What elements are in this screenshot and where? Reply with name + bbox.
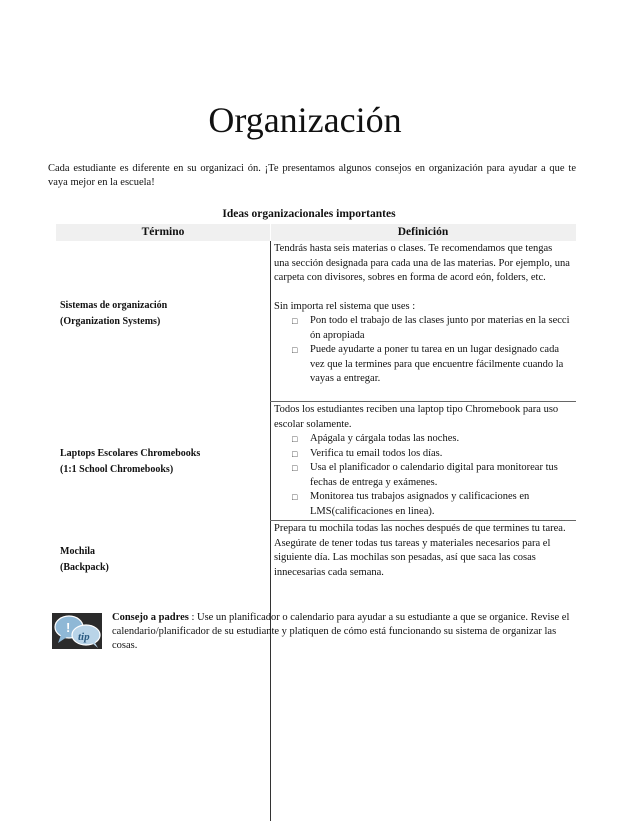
header-definition: Definición [397, 226, 449, 238]
list-item: □ Pon todo el trabajo de las clases junto por materias en la secci ón apropiada [292, 315, 570, 341]
parent-tip [52, 611, 580, 661]
bullet-icon: □ [292, 463, 298, 473]
list-item: □ Verifica tu email todos los días. [274, 447, 570, 462]
table-row-definition [274, 403, 570, 519]
table-header [56, 224, 576, 241]
table-row-term [60, 544, 260, 576]
definition-text: Sin importa rel sistema que uses : [274, 300, 416, 312]
definition-text: Prepara tu mochila todas las noches después de que termines tu tarea. Asegúrate de tener todas tus tareas y materiales necesarios para el siguiente día. Las mochilas son pesadas, así que saca las cosas innecesarias cada semana. [274, 523, 566, 578]
header-term: Término [141, 226, 185, 238]
tip-speech-bubbles-icon [52, 613, 102, 649]
table-row-definition [274, 242, 570, 387]
svg-text:tip: tip [78, 631, 90, 643]
definition-text: Tendrás hasta seis materias o clases. Te recomendamos que tengas una sección designada para cada una de las materias. Por ejemplo, una carpeta con divisores, sobres en forma de acord eón, folders, etc. [274, 243, 570, 283]
tip-text [112, 611, 580, 653]
term-name: Sistemas de organización [60, 300, 168, 311]
column-divider [270, 241, 271, 821]
bullet-icon: □ [292, 492, 298, 502]
term-english: (Organization Systems) [60, 316, 161, 327]
list-item: □ Apágala y cárgala todas las noches. [274, 432, 570, 447]
list-item: □ Monitorea tus trabajos asignados y calificaciones en LMS(calificaciones en linea). [292, 491, 530, 517]
table-title: Ideas organizacionales importantes [222, 208, 396, 220]
table-row-term [60, 446, 260, 478]
row-divider [270, 401, 576, 402]
page-title: Organización [208, 100, 402, 140]
term-english: (Backpack) [60, 562, 109, 573]
bullet-list [274, 314, 570, 387]
definition-text: Todos los estudiantes reciben una laptop tipo Chromebook para uso escolar solamente. [274, 404, 559, 430]
tip-body: : Use un planificador o calendario para ayudar a su estudiante a que se organice. Revise el calendario/planificador de su estudiante y platiquen de cómo está funcionando su sistema de organizar las cosas. [112, 612, 570, 651]
bullet-icon: □ [292, 434, 298, 444]
svg-text:!: ! [66, 620, 71, 635]
bullet-icon: □ [292, 448, 298, 459]
table-row-definition [274, 522, 570, 580]
term-name: Laptops Escolares Chromebooks [60, 448, 201, 459]
term-english: (1:1 School Chromebooks) [60, 464, 174, 475]
list-item: □ Puede ayudarte a poner tu tarea en un lugar designado cada vez que la termines para que encuentre fácilmente cuando la vayas a entregar. [292, 344, 564, 384]
list-item: □ Usa el planificador o calendario digital para monitorear tus fechas de entrega y exámenes. [292, 462, 558, 488]
bullet-icon: □ [292, 316, 298, 326]
bullet-icon: □ [292, 345, 298, 355]
tip-label: Consejo a padres [112, 612, 189, 623]
table-row-term [60, 298, 260, 330]
intro-paragraph: Cada estudiante es diferente en su organizaci ón. ¡Te presentamos algunos consejos en organización para ayudar a que te vaya mejor en la escuela! [48, 163, 576, 188]
term-name: Mochila [60, 546, 95, 557]
row-divider [270, 520, 576, 521]
bullet-list [274, 432, 570, 519]
